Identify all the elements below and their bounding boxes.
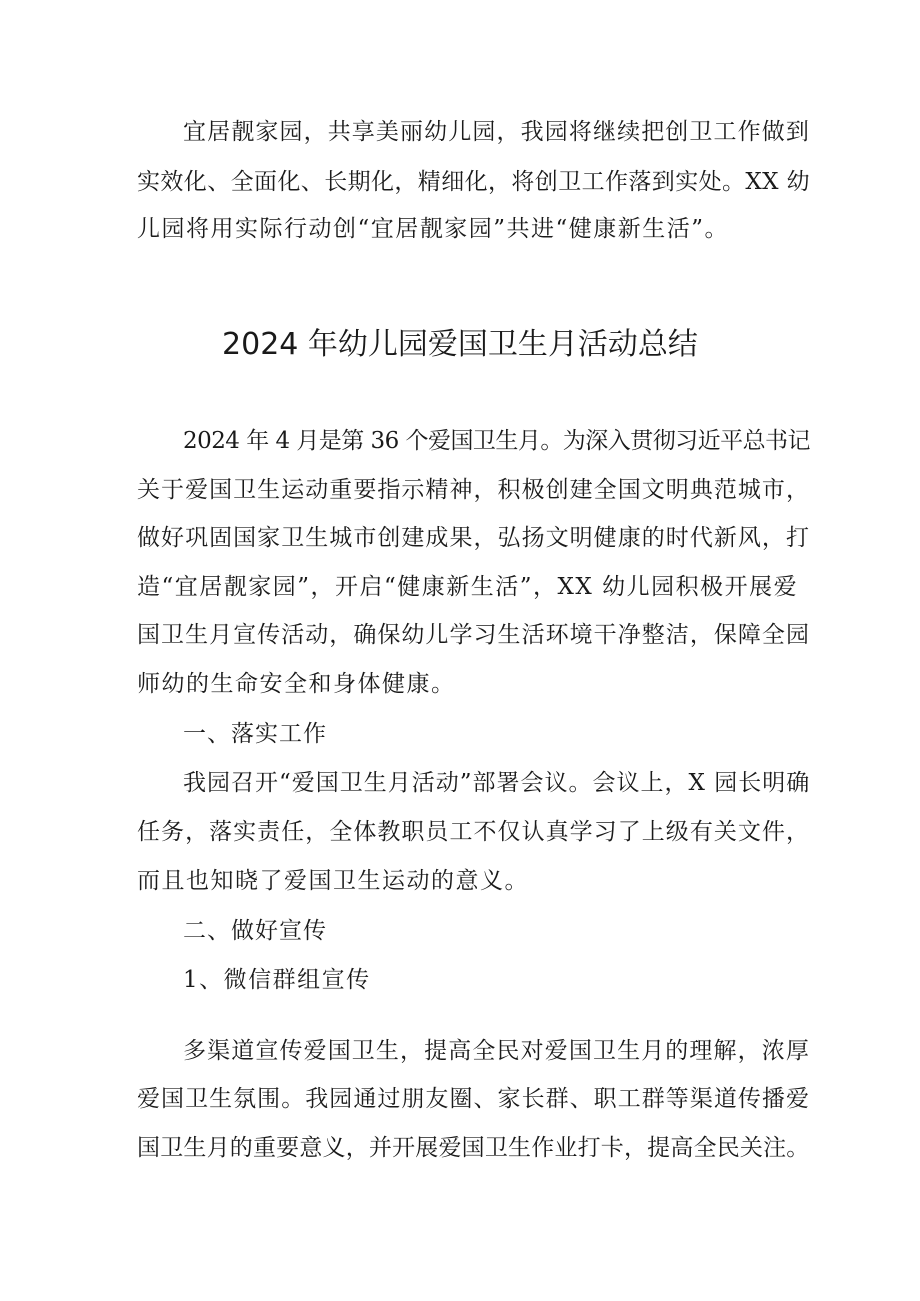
section2-line-2: 爱国卫生氛围。我园通过朋友圈、家长群、职工群等渠道传播爱 [137, 1086, 810, 1112]
section1-line-3: 而且也知晓了爱国卫生运动的意义。 [137, 868, 529, 894]
document-title: 2024 年幼儿园爱国卫生月活动总结 [222, 327, 698, 362]
para1-line-4: 造“宜居靓家园”，开启“健康新生活”，XX 幼儿园积极开展爱 [137, 574, 799, 600]
section1-heading: 一、落实工作 [183, 721, 327, 747]
intro-line-1: 宜居靓家园，共享美丽幼儿园，我园将继续把创卫工作做到 [183, 119, 810, 145]
para1-line-6: 师幼的生命安全和身体健康。 [137, 671, 456, 697]
section2-line-3: 国卫生月的重要意义，并开展爱国卫生作业打卡，提高全民关注。 [137, 1135, 810, 1161]
section1-line-1: 我园召开“爱国卫生月活动”部署会议。会议上，X 园长明确 [183, 770, 811, 796]
para1-line-1: 2024 年 4 月是第 36 个爱国卫生月。为深入贯彻习近平总书记 [183, 428, 810, 454]
intro-line-2: 实效化、全面化、长期化，精细化，将创卫工作落到实处。XX 幼 [137, 169, 811, 195]
section2-subheading: 1、微信群组宣传 [183, 967, 371, 993]
section2-heading: 二、做好宣传 [183, 918, 327, 944]
para1-line-2: 关于爱国卫生运动重要指示精神，积极创建全国文明典范城市， [137, 477, 810, 503]
section2-line-1: 多渠道宣传爱国卫生，提高全民对爱国卫生月的理解，浓厚 [183, 1038, 810, 1064]
intro-line-3: 儿园将用实际行动创“宜居靓家园”共进“健康新生活”。 [137, 216, 730, 242]
para1-line-5: 国卫生月宣传活动，确保幼儿学习生活环境干净整洁，保障全园 [137, 622, 810, 648]
para1-line-3: 做好巩固国家卫生城市创建成果，弘扬文明健康的时代新风，打 [137, 525, 810, 551]
section1-line-2: 任务，落实责任，全体教职员工不仅认真学习了上级有关文件， [137, 819, 810, 845]
